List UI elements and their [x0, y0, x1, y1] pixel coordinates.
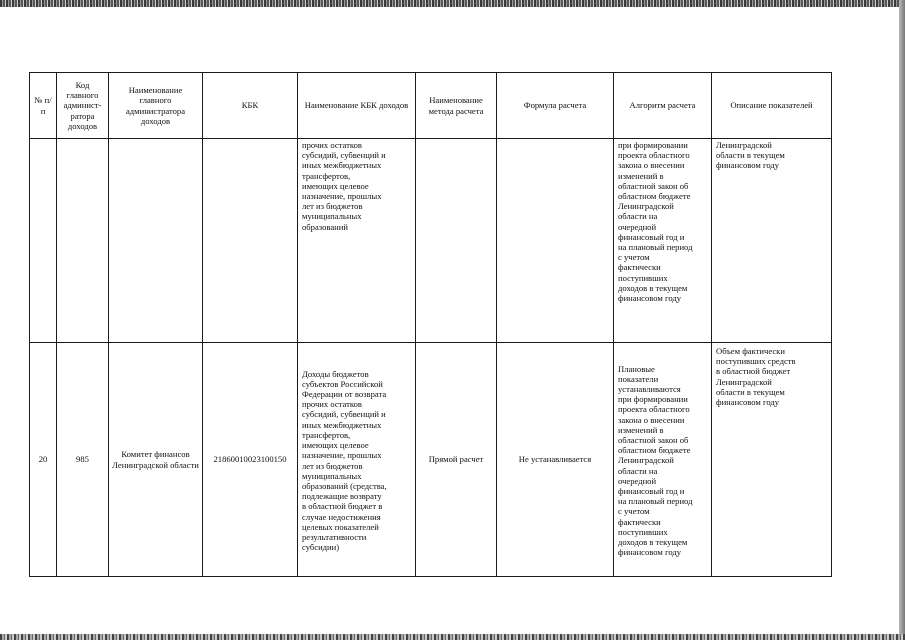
cell-kbk-name: прочих остатков субсидий, субвенций и иных межбюджетных трансфертов, имеющих целевое назначение, прошлых лет из бюджетов муниципальных образований	[298, 139, 416, 343]
table-row-continued	[30, 139, 832, 343]
cell-algorithm: при формировании проекта областного закона о внесении изменений в областной закон об областном бюджете Ленинградской области на очередной финансовый год и на плановый период с учетом фактически поступивших доходов в текущем финансовом году	[614, 139, 712, 343]
cell-formula: Не устанавливается	[497, 343, 614, 577]
cell-algorithm: Плановые показатели устанавливаются при формировании проекта областного закона о внесении изменений в областной закон об областном бюджете Ленинградской области на очередной финансовый год и на плановый период с учетом фактически поступивших доходов в текущем финансовом году	[614, 343, 712, 577]
header-kbk-name: Наименование КБК доходов	[298, 73, 416, 139]
cell-admin-code: 985	[57, 343, 109, 577]
table-row-20	[30, 343, 832, 577]
header-num: № п/п	[30, 73, 57, 139]
cell-admin-name	[109, 139, 203, 343]
cell-num	[30, 139, 57, 343]
header-admin-code: Код главного админист-ратора доходов	[57, 73, 109, 139]
cell-kbk	[203, 139, 298, 343]
header-formula: Формула расчета	[497, 73, 614, 139]
table-header-row	[30, 73, 832, 139]
cell-description: Ленинградской области в текущем финансовом году	[712, 139, 832, 343]
scan-edge-top	[0, 0, 905, 7]
cell-admin-code	[57, 139, 109, 343]
header-algorithm: Алгоритм расчета	[614, 73, 712, 139]
header-admin-name: Наименование главного администратора доходов	[109, 73, 203, 139]
cell-method	[416, 139, 497, 343]
header-kbk: КБК	[203, 73, 298, 139]
cell-num: 20	[30, 343, 57, 577]
cell-kbk: 21860010023100150	[203, 343, 298, 577]
revenue-calculation-table	[29, 72, 832, 577]
cell-admin-name: Комитет финансов Ленинградской области	[109, 343, 203, 577]
cell-method: Прямой расчет	[416, 343, 497, 577]
cell-formula	[497, 139, 614, 343]
header-method: Наименование метода расчета	[416, 73, 497, 139]
cell-kbk-name: Доходы бюджетов субъектов Российской Федерации от возврата прочих остатков субсидий, субвенций и иных межбюджетных трансфертов, имеющих целевое назначение, прошлых лет из бюджетов муниципальных образований (средства, подлежащие возврату в областной бюджет в случае недостижения целевых показателей результативности субсидии)	[298, 343, 416, 577]
header-description: Описание показателей	[712, 73, 832, 139]
scan-edge-right	[899, 0, 905, 640]
scan-edge-bottom	[0, 634, 905, 640]
cell-description: Объем фактически поступивших средств в областной бюджет Ленинградской области в текущем финансовом году	[712, 343, 832, 577]
